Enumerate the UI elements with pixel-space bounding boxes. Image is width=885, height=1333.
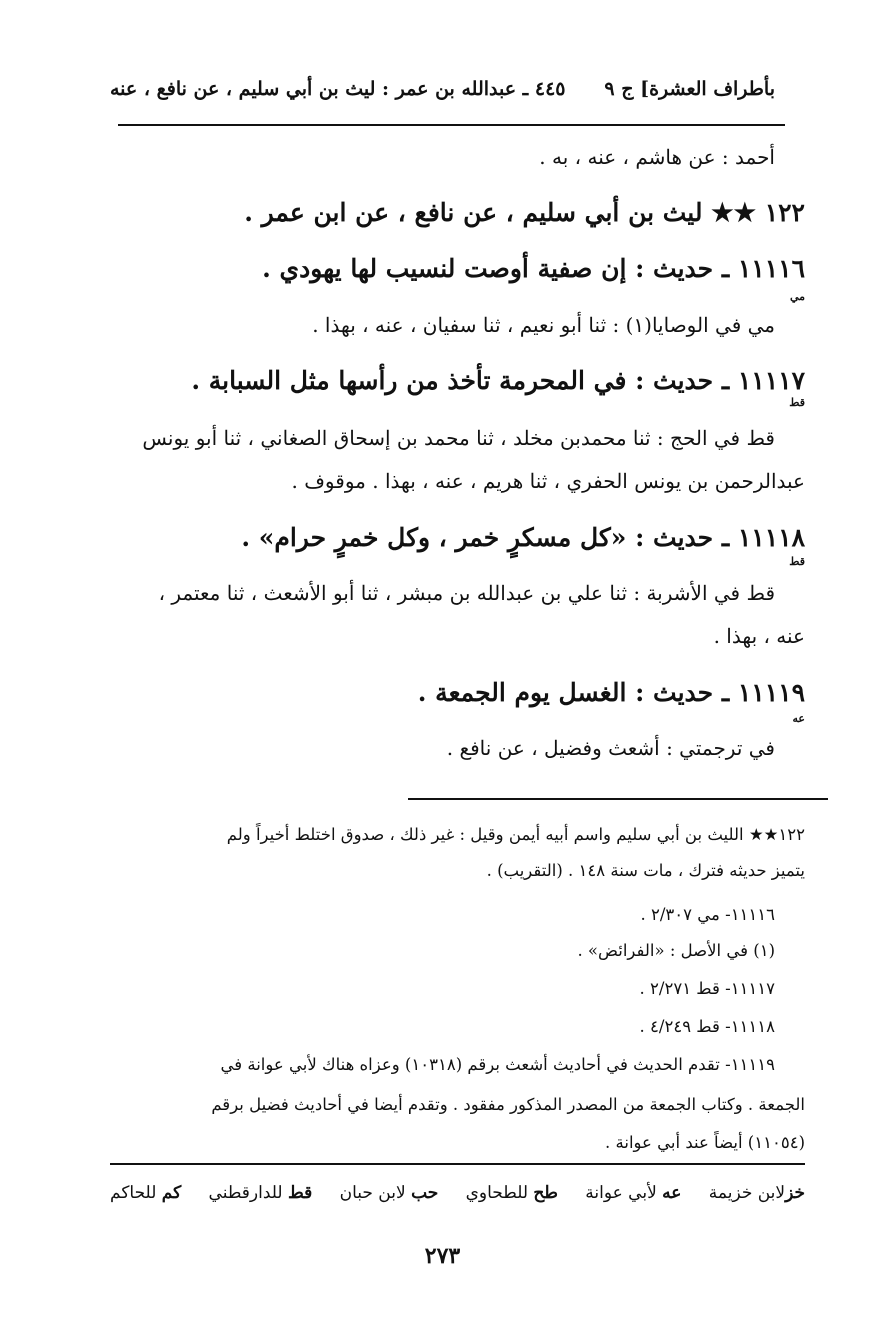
footnote-line: يتميز حديثه فترك ، مات سنة ١٤٨ . (التقريب) .: [486, 861, 805, 880]
text-line: مي في الوصايا(١) : ثنا أبو نعيم ، ثنا سفيان ، عنه ، بهذا .: [312, 313, 775, 337]
legend-item: خزلابن خزيمة: [708, 1183, 805, 1203]
legend-item: حب لابن حبان: [339, 1183, 439, 1203]
hadith-heading-11118: ١١١١٨ ـ حديث : «كل مسكرٍ خمر ، وكل خمرٍ حرام» .: [241, 523, 805, 552]
hadith-heading-11116: ١١١١٦ ـ حديث : إن صفية أوصت لنسيب لها يهودي .: [262, 254, 805, 283]
text-line: عبدالرحمن بن يونس الحفري ، ثنا هريم ، عنه ، بهذا . موقوف .: [291, 469, 805, 493]
footnote-line: (١١٠٥٤) أيضاً عند أبي عوانة .: [605, 1133, 805, 1152]
text-line: أحمد : عن هاشم ، عنه ، به .: [539, 145, 775, 169]
source-code: قط: [789, 396, 805, 409]
source-code: عه: [792, 712, 805, 725]
legend-item: كم للحاكم: [110, 1183, 182, 1203]
legend-item: عه لأبي عوانة: [585, 1183, 682, 1203]
section-heading-122: ١٢٢ ★★ ليث بن أبي سليم ، عن نافع ، عن ابن عمر .: [244, 198, 805, 227]
footnote-line: (١) في الأصل : «الفرائض» .: [577, 941, 775, 960]
text-line: في ترجمتي : أشعث وفضيل ، عن نافع .: [446, 736, 775, 760]
header-title: ٤٤٥ ـ عبدالله بن عمر : ليث بن أبي سليم ، عن نافع ، عنه: [110, 78, 566, 100]
running-header: [110, 78, 775, 114]
text-line: قط في الأشربة : ثنا علي بن عبدالله بن مبشر ، ثنا أبو الأشعث ، ثنا معتمر ،: [158, 581, 775, 605]
hadith-heading-11119: ١١١١٩ ـ حديث : الغسل يوم الجمعة .: [417, 678, 805, 707]
abbreviation-legend: [110, 1183, 805, 1203]
legend-item: طح للطحاوي: [465, 1183, 558, 1203]
header-volume: بأطراف العشرة] ج ٩: [604, 78, 775, 100]
footnote-line: ١١١١٩- تقدم الحديث في أحاديث أشعث برقم (١٠٣١٨) وعزاه هناك لأبي عوانة في: [220, 1055, 775, 1074]
footnote-separator: [408, 798, 828, 800]
legend-item: قط للدارقطني: [208, 1183, 313, 1203]
source-code: قط: [789, 555, 805, 568]
hadith-heading-11117: ١١١١٧ ـ حديث : في المحرمة تأخذ من رأسها مثل السبابة .: [191, 366, 805, 395]
legend-rule: [110, 1163, 805, 1165]
footnote-line: ١١١١٧- قط ٢/٢٧١ .: [639, 979, 775, 998]
footnote-line: ١١١١٦- مي ٢/٣٠٧ .: [640, 905, 775, 924]
text-line: عنه ، بهذا .: [713, 624, 805, 648]
footnote-line: ١٢٢★★ الليث بن أبي سليم واسم أبيه أيمن وقيل : غير ذلك ، صدوق اختلط أخيراً ولم: [226, 825, 805, 844]
text-line: قط في الحج : ثنا محمدبن مخلد ، ثنا محمد بن إسحاق الصغاني ، ثنا أبو يونس: [142, 426, 775, 450]
footnote-line: الجمعة . وكتاب الجمعة من المصدر المذكور مفقود . وتقدم أيضا في أحاديث فضيل برقم: [211, 1095, 805, 1114]
header-rule: [118, 124, 785, 126]
footnote-line: ١١١١٨- قط ٤/٢٤٩ .: [639, 1017, 775, 1036]
page-number: ٢٧٣: [424, 1243, 461, 1269]
source-code: مي: [789, 290, 805, 303]
